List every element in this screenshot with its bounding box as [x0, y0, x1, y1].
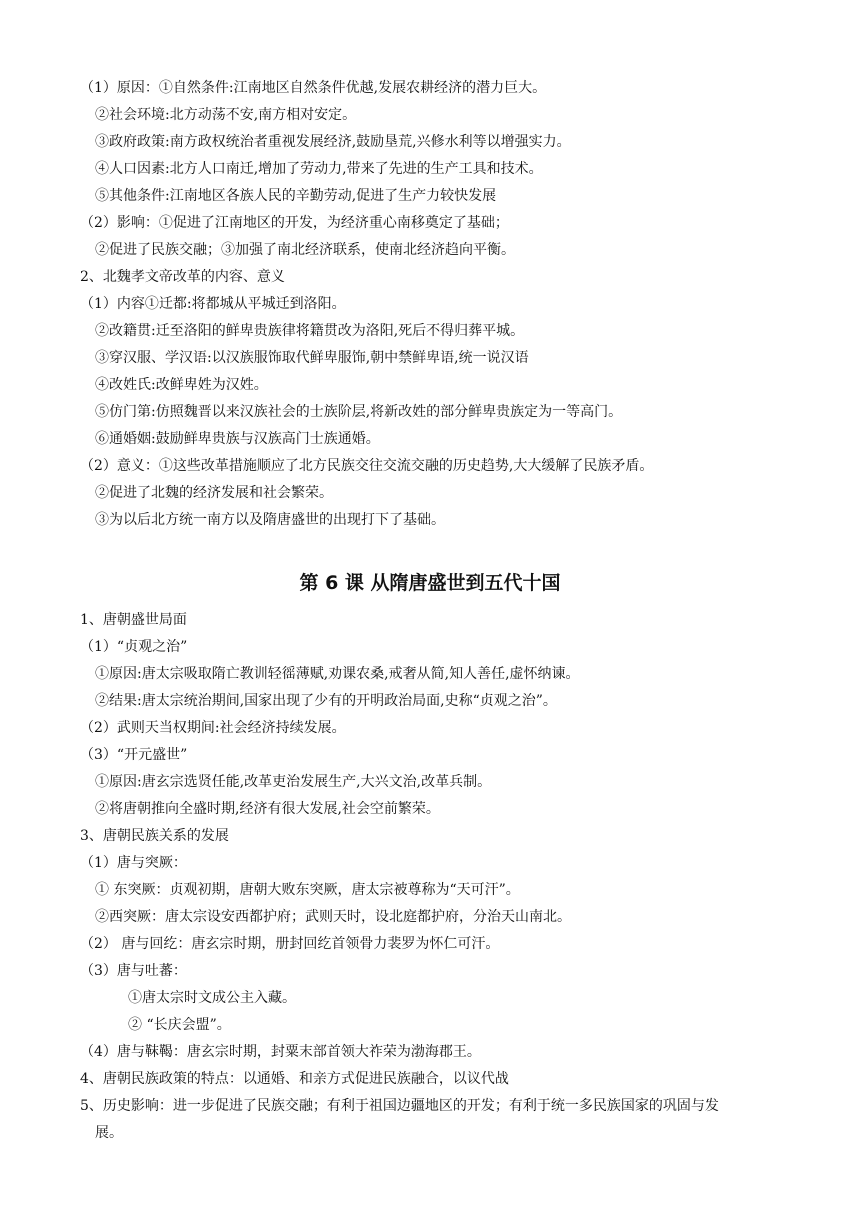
text-line: ②促进了民族交融；③加强了南北经济联系，使南北经济趋向平衡。	[95, 242, 515, 258]
text-line: （2） 唐与回纥：唐玄宗时期，册封回纥首领骨力裴罗为怀仁可汗。	[80, 936, 500, 952]
text-line: ① 东突厥：贞观初期，唐朝大败东突厥，唐太宗被尊称为“天可汗”。	[95, 882, 520, 898]
text-line: ②促进了北魏的经济发展和社会繁荣。	[95, 485, 333, 501]
text-line: （2）武则天当权期间:社会经济持续发展。	[80, 720, 346, 736]
section-heading: 5、历史影响：进一步促进了民族交融；有利于祖国边疆地区的开发；有利于统一多民族国家的巩固与发	[80, 1098, 719, 1114]
lesson-title: 第 6 课 从隋唐盛世到五代十国	[299, 572, 561, 594]
text-line: （1）唐与突厥：	[80, 855, 187, 871]
section-heading: 3、唐朝民族关系的发展	[80, 828, 229, 844]
text-line: （1）“贞观之治”	[80, 639, 188, 655]
section-heading: 2、北魏孝文帝改革的内容、意义	[80, 269, 285, 285]
text-line: （3）唐与吐蕃：	[80, 963, 187, 979]
text-line: ①原因:唐太宗吸取隋亡教训轻徭薄赋,劝课农桑,戒奢从简,知人善任,虚怀纳谏。	[95, 666, 580, 682]
text-line: ①原因:唐玄宗选贤任能,改革吏治发展生产,大兴文治,改革兵制。	[95, 774, 492, 790]
text-line: ①唐太宗时文成公主入藏。	[128, 990, 296, 1006]
text-line: ② “长庆会盟”。	[128, 1017, 231, 1033]
text-line: ④人口因素:北方人口南迁,增加了劳动力,带来了先进的生产工具和技术。	[95, 161, 543, 177]
text-line: （1）内容①迁都:将都城从平城迁到洛阳。	[80, 296, 346, 312]
text-line: ②改籍贯:迁至洛阳的鲜卑贵族律将籍贯改为洛阳,死后不得归葬平城。	[95, 323, 525, 339]
text-line: ③政府政策:南方政权统治者重视发展经济,鼓励垦荒,兴修水利等以增强实力。	[95, 134, 571, 150]
text-line: 展。	[95, 1125, 123, 1141]
text-line: ③为以后北方统一南方以及隋唐盛世的出现打下了基础。	[95, 512, 445, 528]
section-heading: 4、唐朝民族政策的特点：以通婚、和亲方式促进民族融合，以议代战	[80, 1071, 509, 1087]
text-line: ⑤仿门第:仿照魏晋以来汉族社会的士族阶层,将新改姓的部分鲜卑贵族定为一等高门。	[95, 404, 623, 420]
text-line: （2）意义：①这些改革措施顺应了北方民族交往交流交融的历史趋势,大大缓解了民族矛盾。	[80, 458, 654, 474]
text-line: ⑥通婚姻:鼓励鲜卑贵族与汉族高门士族通婚。	[95, 431, 380, 447]
text-line: ②结果:唐太宗统治期间,国家出现了少有的开明政治局面,史称“贞观之治”。	[95, 693, 557, 709]
section-heading: 1、唐朝盛世局面	[80, 612, 187, 628]
text-line: ②西突厥：唐太宗设安西都护府；武则天时，设北庭都护府，分治天山南北。	[95, 909, 571, 925]
text-line: （2）影响：①促进了江南地区的开发，为经济重心南移奠定了基础；	[80, 215, 509, 231]
text-line: ④改姓氏:改鲜卑姓为汉姓。	[95, 377, 268, 393]
text-line: （3）“开元盛世”	[80, 747, 188, 763]
text-line: ②社会环境:北方动荡不安,南方相对安定。	[95, 107, 357, 123]
text-line: ②将唐朝推向全盛时期,经济有很大发展,社会空前繁荣。	[95, 801, 440, 817]
text-line: （4）唐与靺鞨：唐玄宗时期，封粟末部首领大祚荣为渤海郡王。	[80, 1044, 481, 1060]
text-line: ⑤其他条件:江南地区各族人民的辛勤劳动,促进了生产力较快发展	[95, 188, 497, 204]
text-line: ③穿汉服、学汉语:以汉族服饰取代鲜卑服饰,朝中禁鲜卑语,统一说汉语	[95, 350, 529, 366]
text-line: （1）原因：①自然条件:江南地区自然条件优越,发展农耕经济的潜力巨大。	[80, 80, 547, 96]
